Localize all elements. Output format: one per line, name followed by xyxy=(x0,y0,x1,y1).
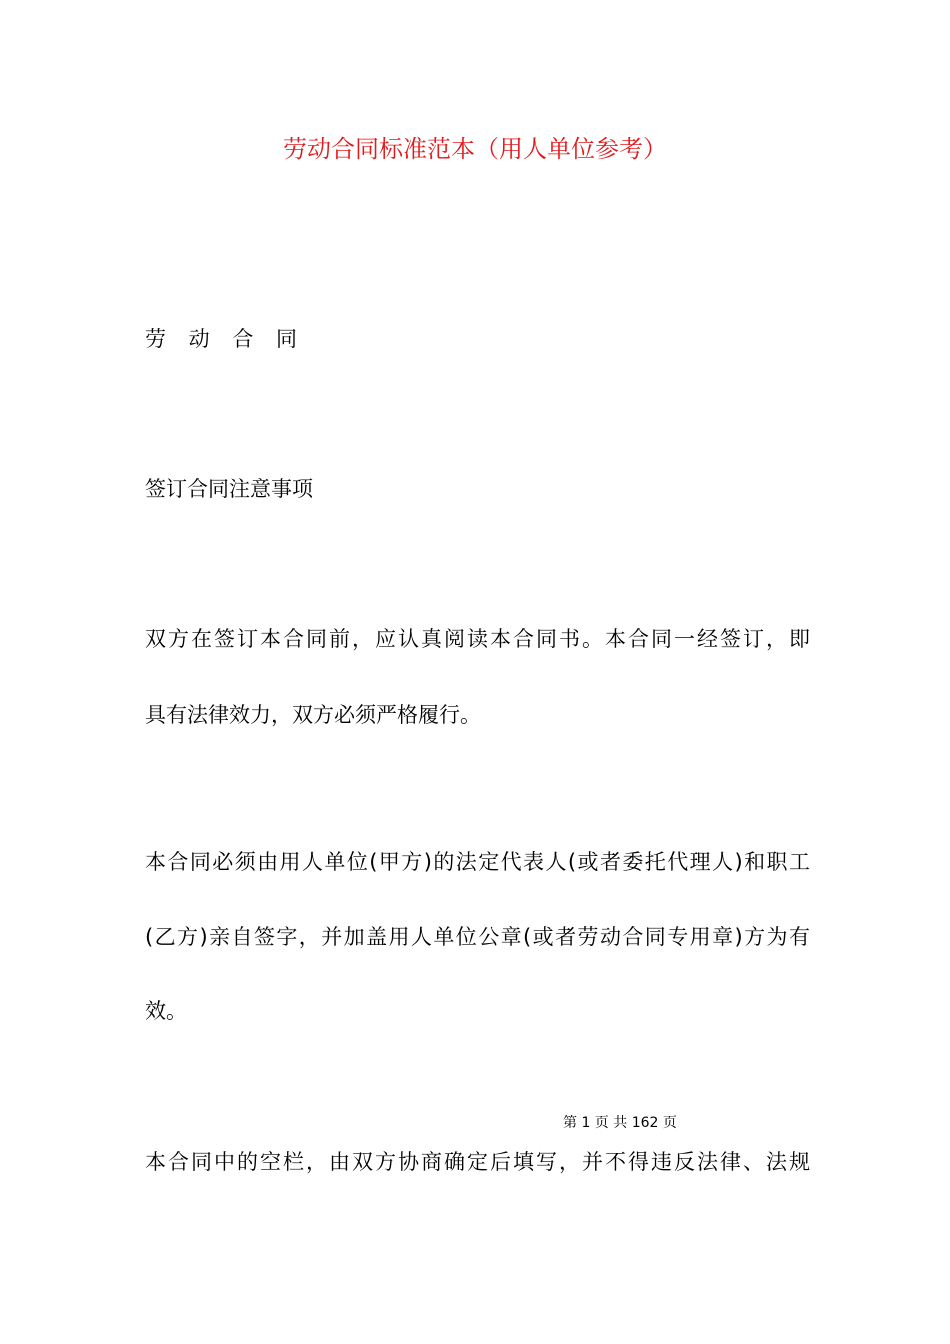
paragraph-1-line-2: 具有法律效力，双方必须严格履行。 xyxy=(145,703,481,727)
document-title: 劳动合同标准范本（用人单位参考） xyxy=(283,135,667,163)
paragraph-2-line-3: 效。 xyxy=(145,999,187,1023)
page-number: 第 1 页 共 162 页 xyxy=(563,1115,677,1131)
notice-heading: 签订合同注意事项 xyxy=(145,477,313,501)
paragraph-2-line-1: 本合同必须由用人单位(甲方)的法定代表人(或者委托代理人)和职工 xyxy=(145,850,810,874)
contract-heading: 劳 动 合 同 xyxy=(145,327,306,351)
paragraph-2-line-2: (乙方)亲自签字，并加盖用人单位公章(或者劳动合同专用章)方为有 xyxy=(145,925,810,949)
paragraph-3-line-1: 本合同中的空栏，由双方协商确定后填写，并不得违反法律、法规 xyxy=(145,1150,810,1174)
paragraph-1-line-1: 双方在签订本合同前，应认真阅读本合同书。本合同一经签订，即 xyxy=(145,627,810,651)
